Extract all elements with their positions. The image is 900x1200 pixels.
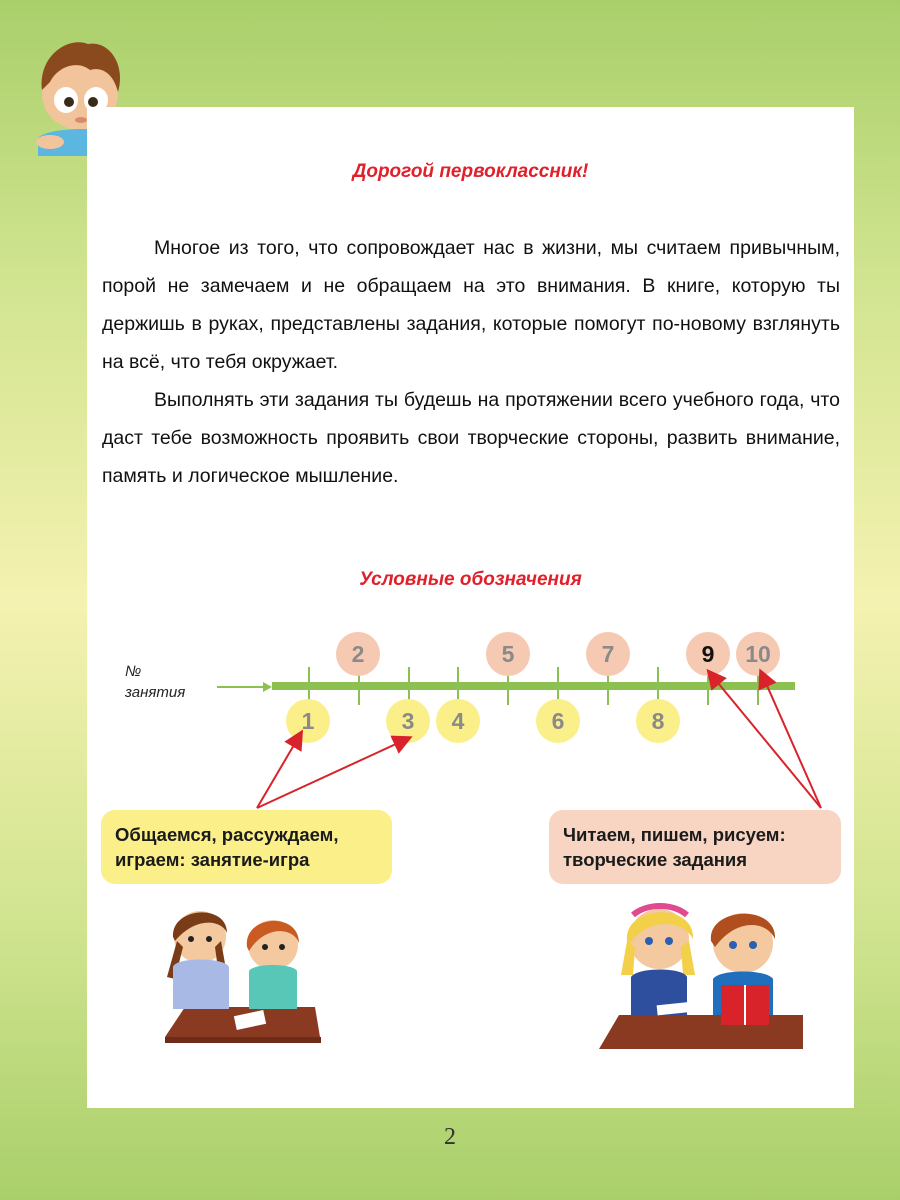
- arrow-to-lesson-9: [709, 672, 821, 808]
- legend-creative-line-2: творческие задания: [563, 849, 748, 870]
- page-title: Дорогой первоклассник!: [352, 161, 589, 182]
- lesson-circle-game: 1: [286, 699, 330, 743]
- lesson-circle-game: 6: [536, 699, 580, 743]
- legend-game-box: [101, 810, 392, 884]
- intro-paragraph-2: Выполнять эти задания ты будешь на протяжении всего учебного года, что даст тебе возможность проявить свои творческие стороны, развить внимание, память и логическое мышление.: [102, 389, 840, 487]
- lesson-circle-game: 8: [636, 699, 680, 743]
- legend-creative-line-1: Читаем, пишем, рисуем:: [563, 824, 786, 845]
- arrow-to-lesson-1: [257, 733, 301, 808]
- timeline-label-number-sign: №: [125, 663, 142, 680]
- legend-game-line-2: играем: занятие-игра: [115, 849, 310, 870]
- intro-paragraph-1: Многое из того, что сопровождает нас в жизни, мы считаем привычным, порой не замечаем и не обращаем на это внимания. В книге, которую ты держишь в руках, представлены задания, которые помогут по-новому взглянуть на всё, что тебя окружает.: [102, 237, 840, 373]
- arrow-to-lesson-3: [257, 738, 409, 808]
- legend-title: Условные обозначения: [359, 569, 582, 590]
- timeline-label-word: занятия: [125, 684, 186, 701]
- legend-game-line-1: Общаемся, рассуждаем,: [115, 824, 339, 845]
- arrow-to-lesson-10: [761, 672, 821, 808]
- girls-talking-illustration: [155, 897, 325, 1047]
- children-reading-illustration: [597, 897, 807, 1057]
- legend-creative-box: [549, 810, 841, 884]
- lesson-circle-creative: 2: [336, 632, 380, 676]
- lesson-circle-creative: 5: [486, 632, 530, 676]
- lesson-circle-game: 4: [436, 699, 480, 743]
- lesson-circle-creative: 10: [736, 632, 780, 676]
- lesson-circle-creative: 7: [586, 632, 630, 676]
- lesson-circle-game: 3: [386, 699, 430, 743]
- lesson-circle-creative: 9: [686, 632, 730, 676]
- page-number: 2: [444, 1124, 456, 1150]
- page-sheet: [87, 107, 854, 1108]
